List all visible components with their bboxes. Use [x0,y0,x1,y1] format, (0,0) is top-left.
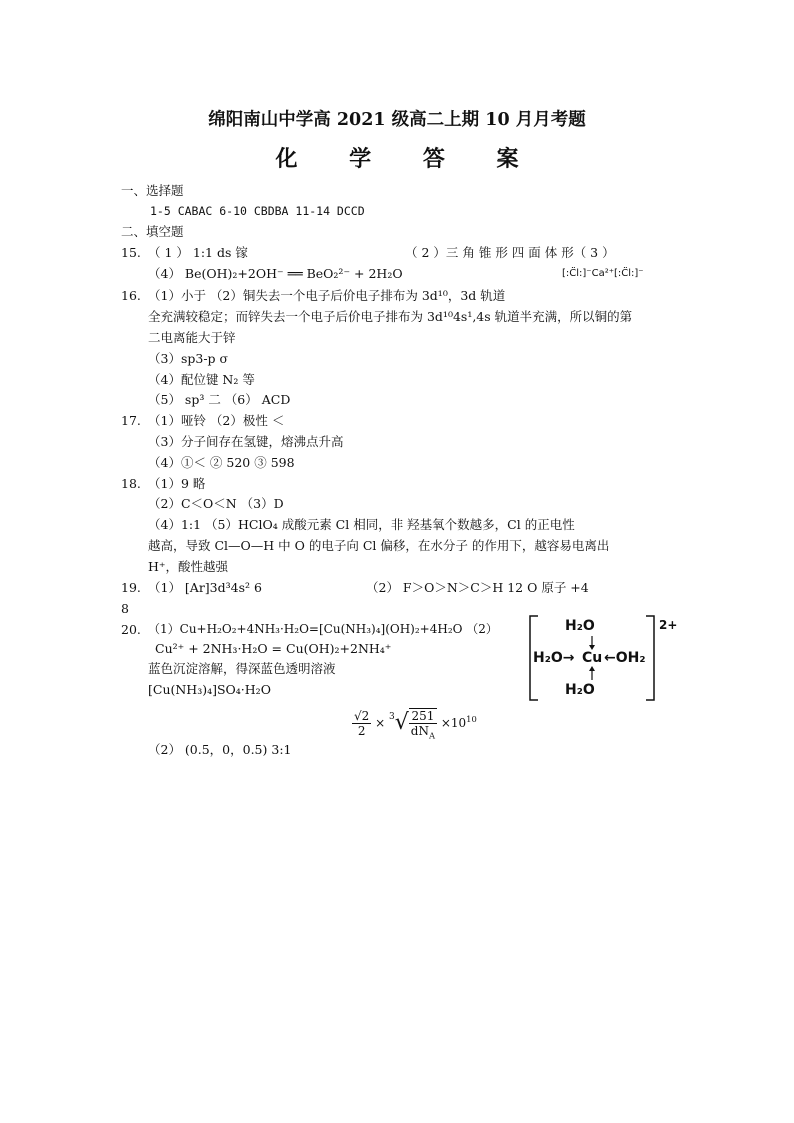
page-title: 绵阳南山中学高 2021 级高二上期 10 月月考题 [208,110,586,130]
question-number: 16. [121,288,141,303]
subtitle-char: 案 [496,146,519,172]
q20-line3: 蓝色沉淀溶解，得深蓝色透明溶液 [148,661,336,676]
density-formula [352,708,477,739]
q18-line3: （4）1:1 （5）HClO₄ 成酸元素 Cl 相同，非 羟基氧个数越多，Cl 的正电性 [148,517,575,532]
q19-line1a: （1） [Ar]3d³4s² 6 [148,580,262,595]
central-ion: Cu [582,650,603,666]
choice-answers: 1-5 CABAC 6-10 CBDBA 11-14 DCCD [150,204,365,218]
formula-tail-text: ×10 [440,716,467,731]
formula-inner-den-text: dN [410,724,429,739]
complex-ion-structure [528,614,678,702]
subtitle-char: 答 [422,146,445,172]
q18-line5: H⁺，酸性越强 [148,559,228,574]
ligand-bottom: H₂O [565,682,595,698]
formula-times: × [375,716,386,731]
formula-root-index: 3 [389,711,395,722]
q16-line3: 二电离能大于锌 [148,330,236,345]
formula-inner-denominator [409,724,437,741]
formula-denominator: 2 [357,723,366,738]
q18-line2: （2）C＜O＜N （3）D [148,496,284,511]
q18-line4: 越高，导致 Cl—O—H 中 O 的电子向 Cl 偏移，在水分子 的作用下，越容易电离出 [148,538,610,553]
q15-line1b: （ 2 ）三 角 锥 形 四 面 体 形（ 3 ） [405,245,615,260]
q16-line6: （5） sp³ 二 （6） ACD [148,392,291,407]
q16-line1: （1）小于 （2）铜失去一个电子后价电子排布为 3d¹⁰，3d 轨道 [148,288,506,303]
question-number: 15. [121,245,141,260]
ligand-right: ←OH₂ [604,650,646,666]
formula-tail-sup: 10 [466,714,477,725]
q17-line3: （4）①＜ ② 520 ③ 598 [148,455,295,470]
section-heading-fill: 二、填空题 [121,224,184,239]
ligand-left: H₂O→ [533,650,575,666]
subtitle-char: 学 [349,146,372,172]
question-number: 20. [121,622,141,637]
question-number: 17. [121,413,141,428]
q15-lewis-structure: [:C̈l:]⁻Ca²⁺[:C̈l:]⁻ [562,268,644,279]
formula-numerator: √2 [354,708,370,723]
q20-line1: （1）Cu+H₂O₂+4NH₃·H₂O=[Cu(NH₃)₄](OH)₂+4H₂O （2） [148,622,498,636]
formula-inner-den-sub: A [428,730,436,741]
q16-line4: （3）sp3-p σ [148,351,229,366]
q17-line2: （3）分子间存在氢键，熔沸点升高 [148,434,344,449]
formula-inner-fraction [409,708,437,739]
q17-line1: （1）哑铃 （2）极性 ＜ [148,413,285,428]
page-subtitle [0,146,794,172]
radical-sign-icon: √ [394,710,409,736]
q19-line1b: （2） F＞O＞N＞C＞H 12 O 原子 +4 [366,580,589,595]
ion-charge: 2+ [659,618,678,632]
q18-line1: （1）9 略 [148,476,206,491]
question-number: 18. [121,476,141,491]
q15-line2: （4） Be(OH)₂+2OH⁻ ══ BeO₂²⁻ + 2H₂O [148,266,403,281]
formula-fraction [352,709,371,739]
q20-line2: Cu²⁺ + 2NH₃·H₂O = Cu(OH)₂+2NH₄⁺ [155,641,392,656]
subtitle-char: 化 [275,146,298,172]
q20-line6: （2） (0.5，0，0.5) 3:1 [148,742,292,757]
question-number: 19. [121,580,141,595]
q15-line1a: （ 1 ） 1:1 ds 镓 [148,245,248,260]
formula-tail [441,716,477,730]
section-heading-choice: 一、选择题 [121,183,184,198]
q16-line5: （4）配位键 N₂ 等 [148,372,255,387]
formula-inner-numerator: 251 [409,709,437,724]
q16-line2: 全充满较稳定；而锌失去一个电子后价电子排布为 3d¹⁰4s¹,4s 轨道半充满，所以铜的第 [148,309,633,324]
ligand-top: H₂O [565,618,595,634]
q20-line4: [Cu(NH₃)₄]SO₄·H₂O [148,682,271,697]
q19-line2: 8 [121,601,129,616]
